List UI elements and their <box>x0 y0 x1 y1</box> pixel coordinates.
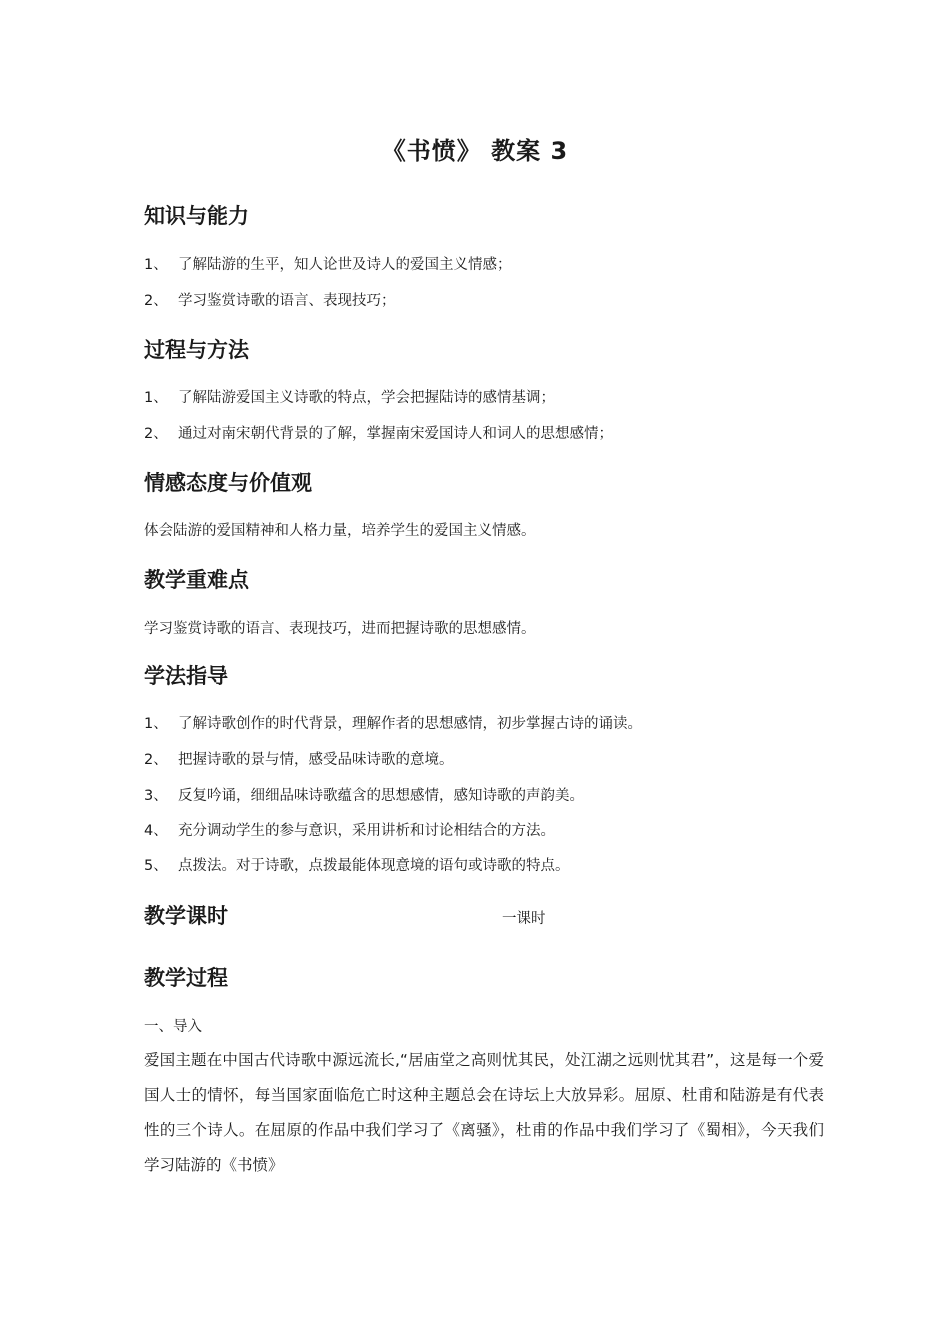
method-guide-item <box>144 820 555 842</box>
process-method-item-text: 了解陆游爱国主义诗歌的特点，学会把握陆诗的感情基调； <box>178 390 555 406</box>
process-method-item <box>144 423 613 445</box>
heading-emotion: 情感态度与价值观 <box>144 471 312 495</box>
process-method-item-text: 通过对南宋朝代背景的了解，掌握南宋爱国诗人和词人的思想感情； <box>178 426 613 442</box>
document-title: 《书愤》 教案 3 <box>381 137 569 165</box>
heading-knowledge: 知识与能力 <box>144 204 249 228</box>
method-guide-item-text: 反复吟诵，细细品味诗歌蕴含的思想感情，感知诗歌的声韵美。 <box>178 788 584 804</box>
knowledge-item-number: 2、 <box>144 293 168 309</box>
knowledge-item-text: 学习鉴赏诗歌的语言、表现技巧； <box>178 293 396 309</box>
heading-period: 教学课时 <box>144 904 228 928</box>
heading-process-method: 过程与方法 <box>144 338 249 362</box>
method-guide-item <box>144 749 454 771</box>
knowledge-item-number: 1、 <box>144 257 168 273</box>
period-value: 一课时 <box>502 911 546 927</box>
method-guide-item <box>144 713 642 735</box>
emotion-text: 体会陆游的爱国精神和人格力量，培养学生的爱国主义情感。 <box>144 523 536 539</box>
method-guide-item <box>144 855 570 877</box>
method-guide-item-number: 1、 <box>144 716 168 732</box>
method-guide-item <box>144 785 584 807</box>
method-guide-item-text: 充分调动学生的参与意识，采用讲析和讨论相结合的方法。 <box>178 823 555 839</box>
method-guide-item-text: 把握诗歌的景与情，感受品味诗歌的意境。 <box>178 752 454 768</box>
heading-key-points: 教学重难点 <box>144 568 249 592</box>
knowledge-item <box>144 254 512 276</box>
method-guide-item-text: 了解诗歌创作的时代背景，理解作者的思想感情，初步掌握古诗的诵读。 <box>178 716 642 732</box>
process-method-item-number: 1、 <box>144 390 168 406</box>
method-guide-item-number: 4、 <box>144 823 168 839</box>
knowledge-item-text: 了解陆游的生平，知人论世及诗人的爱国主义情感； <box>178 257 512 273</box>
process-method-item <box>144 387 555 409</box>
knowledge-item <box>144 290 396 312</box>
section-label-intro: 一、导入 <box>144 1019 202 1035</box>
method-guide-item-text: 点拨法。对于诗歌，点拨最能体现意境的语句或诗歌的特点。 <box>178 858 570 874</box>
intro-paragraph: 爱国主题在中国古代诗歌中源远流长,“居庙堂之高则忧其民，处江湖之远则忧其君”，这是每一个爱国人士的情怀，每当国家面临危亡时这种主题总会在诗坛上大放异彩。屈原、杜甫和陆游是有代表性的三个诗人。在屈原的作品中我们学习了《离骚》，杜甫的作品中我们学习了《蜀相》，今天我们学习陆游的《书愤》 <box>144 1051 824 1174</box>
process-method-item-number: 2、 <box>144 426 168 442</box>
key-points-text: 学习鉴赏诗歌的语言、表现技巧，进而把握诗歌的思想感情。 <box>144 621 536 637</box>
method-guide-item-number: 5、 <box>144 858 168 874</box>
heading-method-guide: 学法指导 <box>144 664 228 688</box>
heading-teaching-process: 教学过程 <box>144 966 228 990</box>
method-guide-item-number: 3、 <box>144 788 168 804</box>
method-guide-item-number: 2、 <box>144 752 168 768</box>
